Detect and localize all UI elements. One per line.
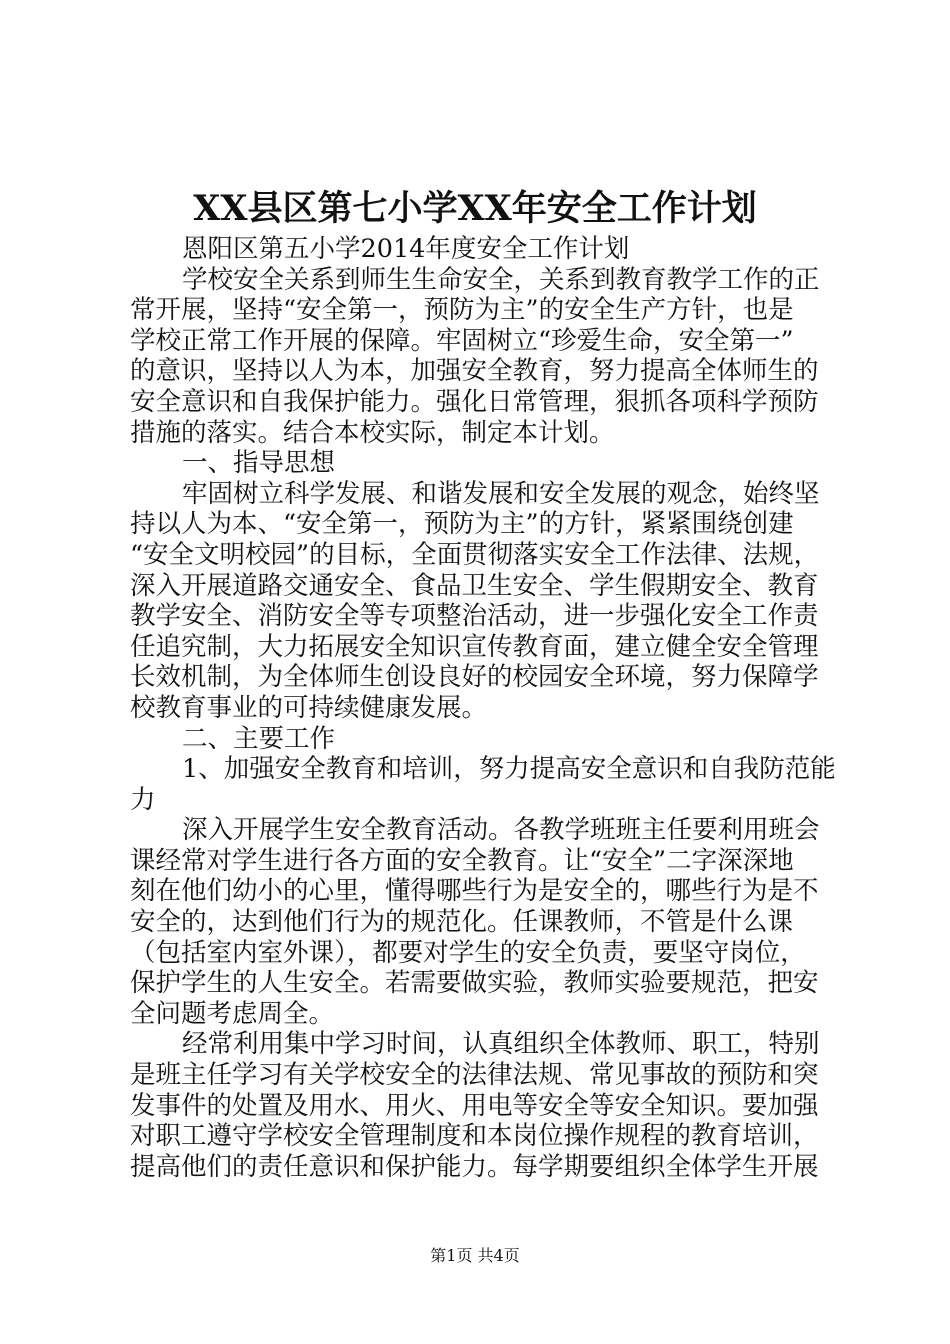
- subsection-heading: 1、加强安全教育和培训，努力提高安全意识和自我防范能: [182, 754, 836, 785]
- page-footer: 第1页 共4页: [430, 1246, 520, 1265]
- section-heading: 二、主要工作: [182, 723, 336, 754]
- paragraph-line: 深入开展学生安全教育活动。各教学班班主任要利用班会: [182, 815, 820, 846]
- section-heading: 一、指导思想: [182, 448, 336, 479]
- paragraph-line: 常开展，坚持“安全第一，预防为主”的安全生产方针，也是: [130, 295, 794, 326]
- paragraph-line: 任追究制，大力拓展安全知识宣传教育面，建立健全安全管理: [130, 631, 819, 662]
- paragraph-line: 长效机制，为全体师生创设良好的校园安全环境，努力保障学: [130, 662, 819, 693]
- paragraph-line: 刻在他们幼小的心里，懂得哪些行为是安全的，哪些行为是不: [130, 876, 819, 907]
- paragraph-line: 是班主任学习有关学校安全的法律法规、常见事故的预防和突: [130, 1060, 819, 1091]
- document-title: XX县区第七小学XX年安全工作计划: [193, 188, 757, 229]
- paragraph-line: 保护学生的人生安全。若需要做实验，教师实验要规范，把安: [130, 968, 819, 999]
- paragraph-line: 提高他们的责任意识和保护能力。每学期要组织全体学生开展: [130, 1151, 819, 1182]
- paragraph-line: （包括室内室外课），都要对学生的安全负责，要坚守岗位，: [130, 937, 806, 968]
- document-body: [130, 234, 836, 1182]
- paragraph-line: 全问题考虑周全。: [130, 998, 335, 1029]
- paragraph-line: 对职工遵守学校安全管理制度和本岗位操作规程的教育培训，: [130, 1121, 819, 1152]
- paragraph-line: 安全的，达到他们行为的规范化。任课教师，不管是什么课: [130, 907, 794, 938]
- paragraph-line: 措施的落实。结合本校实际，制定本计划。: [130, 417, 615, 448]
- paragraph-line: 深入开展道路交通安全、食品卫生安全、学生假期安全、教育: [130, 570, 819, 601]
- paragraph-line: 经常利用集中学习时间，认真组织全体教师、职工，特别: [182, 1029, 820, 1060]
- subsection-heading: 力: [130, 784, 156, 815]
- subtitle-line: 恩阳区第五小学2014年度安全工作计划: [182, 234, 630, 264]
- paragraph-line: 校教育事业的可持续健康发展。: [130, 692, 488, 723]
- paragraph-line: 学校正常工作开展的保障。牢固树立“珍爱生命，安全第一”: [130, 325, 794, 356]
- paragraph-line: 教学安全、消防安全等专项整治活动，进一步强化安全工作责: [130, 601, 819, 632]
- paragraph-line: 牢固树立科学发展、和谐发展和安全发展的观念，始终坚: [182, 478, 820, 509]
- paragraph-line: 发事件的处置及用水、用火、用电等安全等安全知识。要加强: [130, 1090, 819, 1121]
- paragraph-line: “安全文明校园”的目标，全面贯彻落实安全工作法律、法规，: [130, 539, 820, 570]
- paragraph-line: 持以人为本、“安全第一，预防为主”的方针，紧紧围绕创建: [130, 509, 794, 540]
- paragraph-line: 课经常对学生进行各方面的安全教育。让“安全”二字深深地: [130, 845, 794, 876]
- paragraph-line: 安全意识和自我保护能力。强化日常管理，狠抓各项科学预防: [130, 386, 819, 417]
- paragraph-line: 学校安全关系到师生生命安全，关系到教育教学工作的正: [182, 264, 820, 295]
- paragraph-line: 的意识，坚持以人为本，加强安全教育，努力提高全体师生的: [130, 356, 819, 387]
